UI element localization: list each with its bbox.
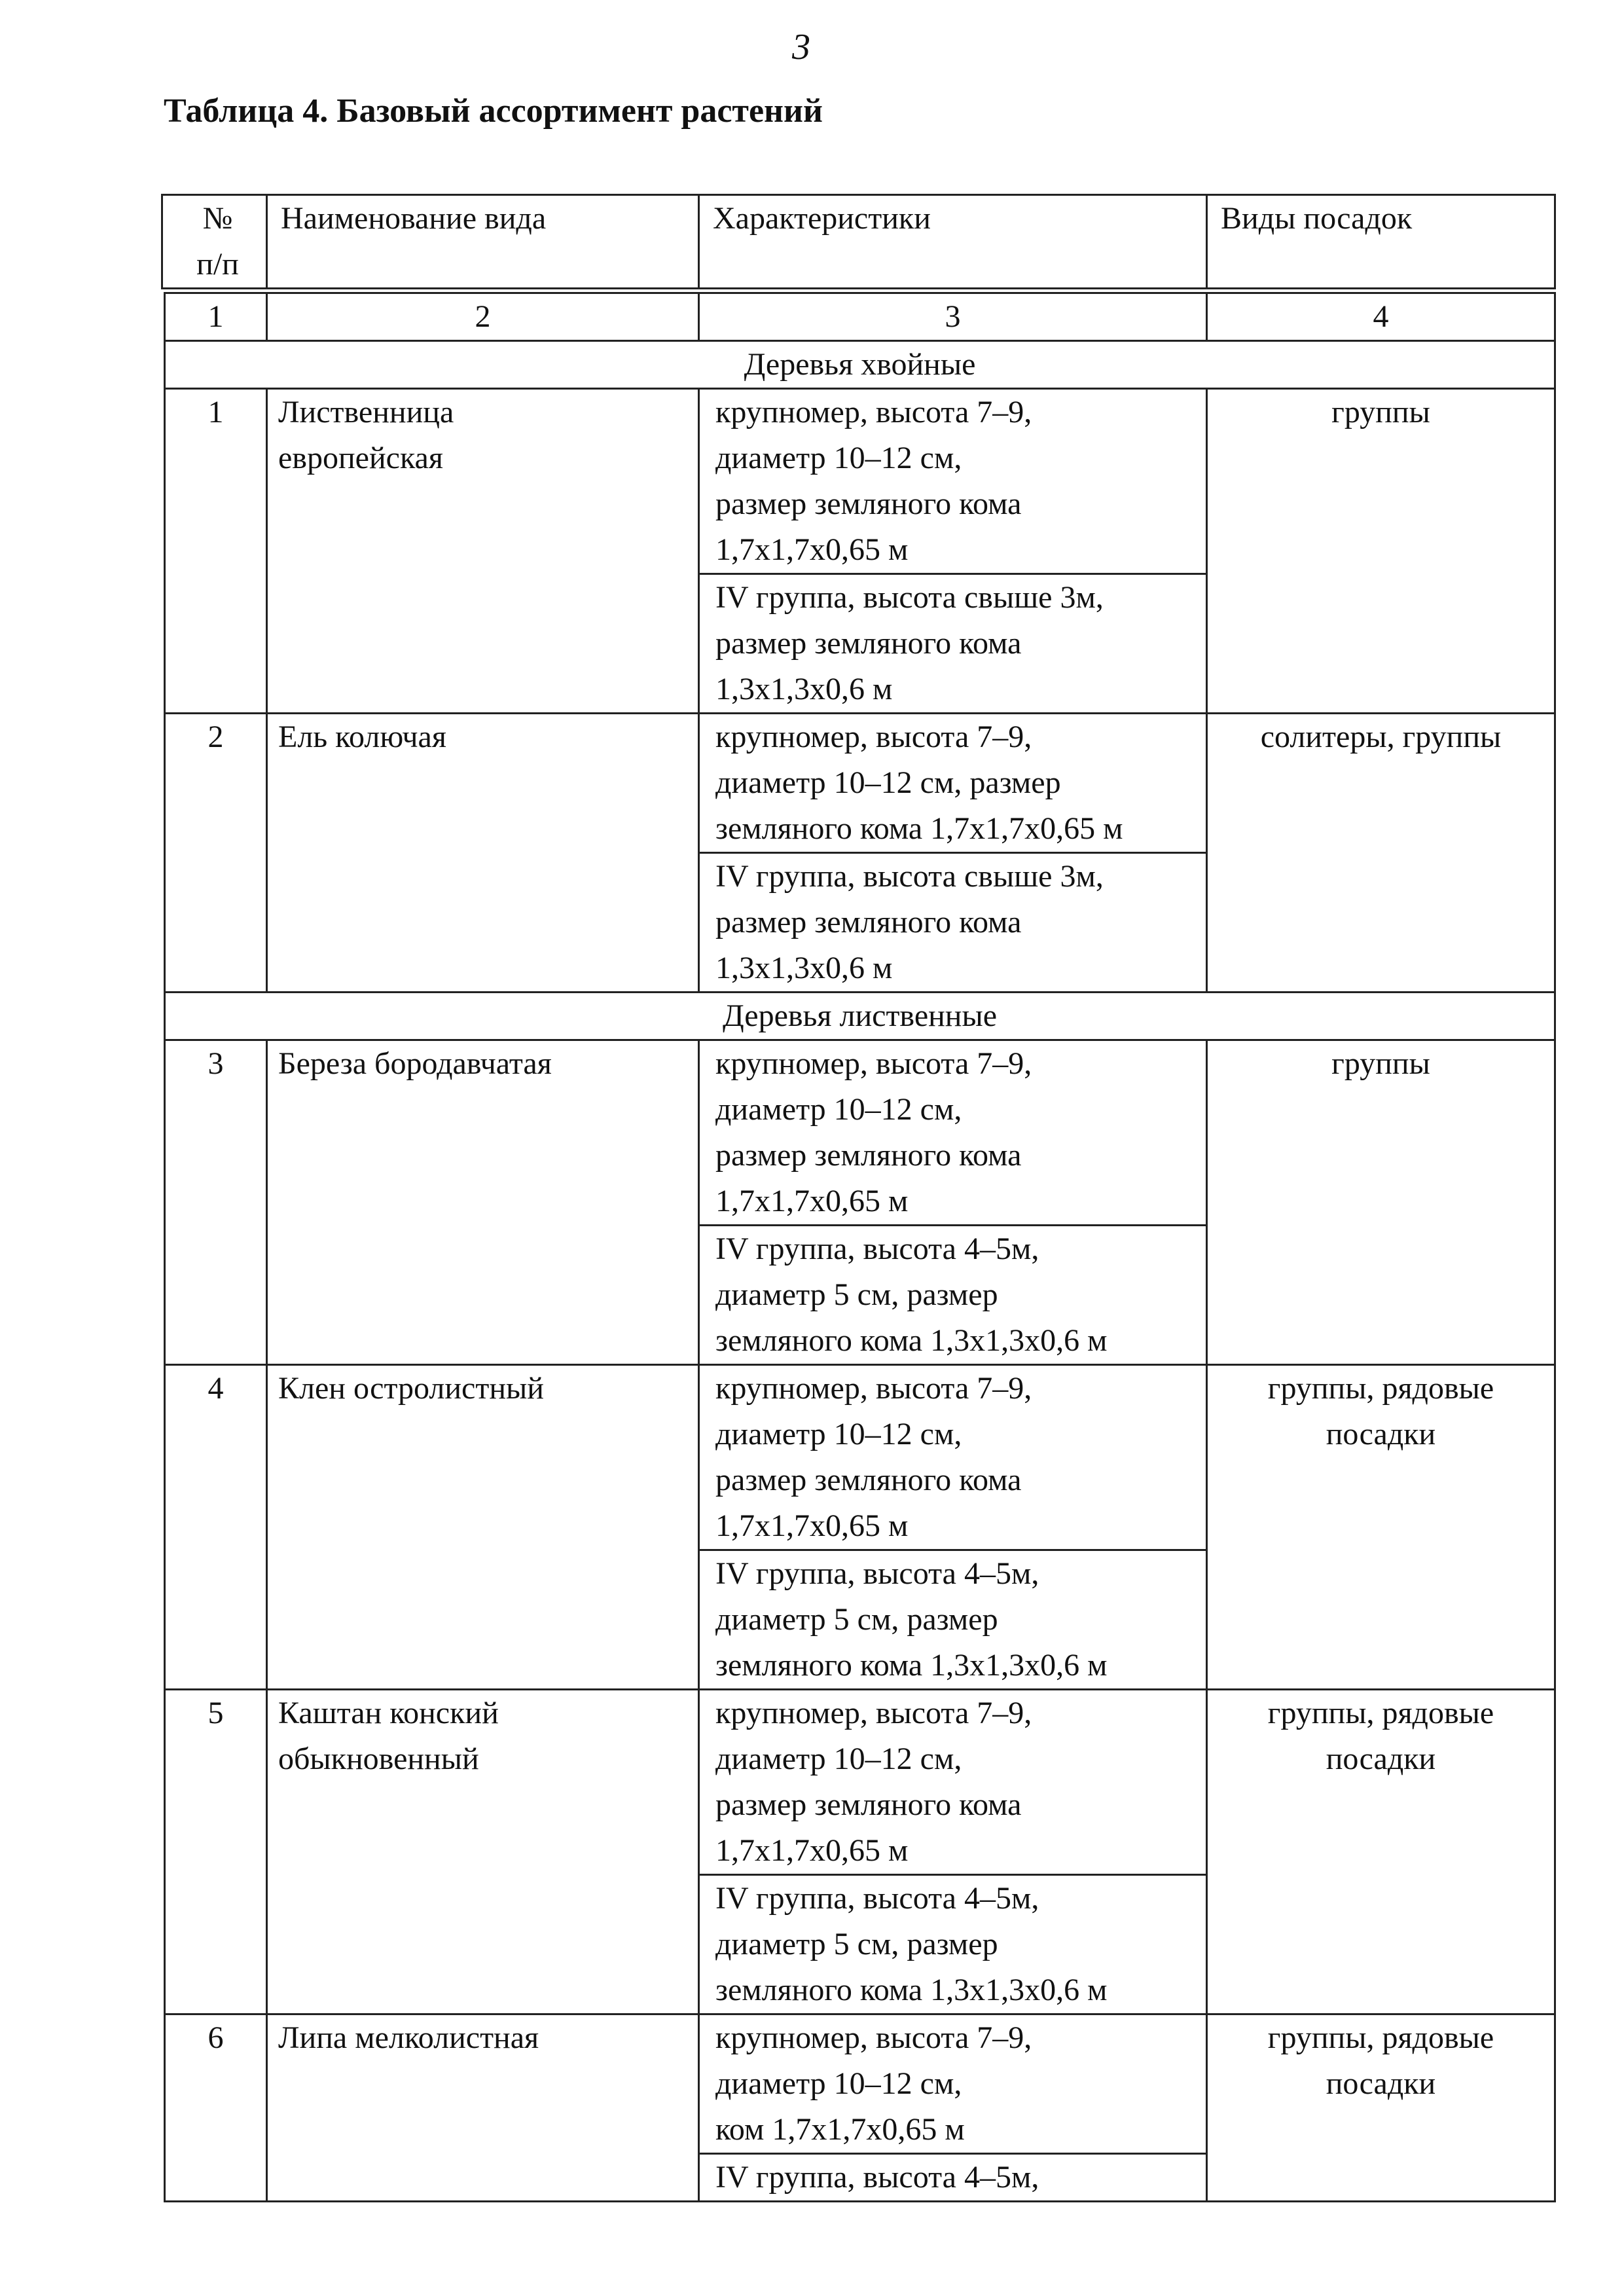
species-name-line: Ель колючая [278,720,446,754]
characteristics-line: земляного кома 1,7х1,7х0,65 м [715,811,1123,846]
planting-type [1207,714,1555,993]
header-num-label: № [202,201,233,236]
characteristics-line: 1,7х1,7х0,65 м [715,1508,909,1543]
section-row [165,993,1555,1040]
species-name-line: обыкновенный [278,1741,479,1776]
characteristics-cell [699,714,1207,853]
section-title: Деревья лиственные [165,993,1555,1040]
page-number: 3 [792,27,810,67]
section-row [165,341,1555,389]
characteristics-line: размер земляного кома [715,626,1022,661]
table-row [165,1040,1555,1226]
characteristics-line: 1,7х1,7х0,65 м [715,1833,909,1868]
characteristics-line: размер земляного кома [715,1787,1022,1822]
characteristics-line: диаметр 5 см, размер [715,1277,998,1312]
row-number: 6 [165,2014,267,2202]
row-number: 5 [165,1690,267,2014]
planting-type-line: посадки [1326,1417,1436,1451]
row-number: 2 [165,714,267,993]
section-title: Деревья хвойные [165,341,1555,389]
characteristics-line: IV группа, высота 4–5м, [715,2160,1039,2195]
characteristics-line: IV группа, высота свыше 3м, [715,859,1104,894]
table-header [161,194,1556,289]
characteristics-line: диаметр 10–12 см, [715,1092,962,1127]
table-row [165,2014,1555,2154]
characteristics-line: крупномер, высота 7–9, [715,720,1032,754]
characteristics-line: земляного кома 1,3х1,3х0,6 м [715,1973,1108,2007]
characteristics-line: 1,3х1,3х0,6 м [715,672,893,706]
species-name [267,1690,699,2014]
header-num-cell [162,195,267,289]
characteristics-line: 1,3х1,3х0,6 м [715,951,893,985]
characteristics-line: крупномер, высота 7–9, [715,1371,1032,1406]
characteristics-line: размер земляного кома [715,905,1022,939]
characteristics-line: земляного кома 1,3х1,3х0,6 м [715,1323,1108,1358]
characteristics-cell [699,1226,1207,1365]
planting-type-line: группы, рядовые [1267,2020,1494,2055]
planting-type-line: группы [1331,1046,1430,1081]
column-number: 2 [267,293,699,341]
characteristics-cell [699,1040,1207,1226]
table-row [165,389,1555,574]
planting-type-line: посадки [1326,1741,1436,1776]
planting-type-line: группы [1331,395,1430,429]
characteristics-line: диаметр 10–12 см, [715,441,962,475]
header-type-cell: Виды посадок [1207,195,1555,289]
table-row [165,1690,1555,1875]
characteristics-line: диаметр 5 см, размер [715,1927,998,1961]
characteristics-line: крупномер, высота 7–9, [715,1046,1032,1081]
column-number: 3 [699,293,1207,341]
row-number: 3 [165,1040,267,1365]
characteristics-cell [699,1365,1207,1550]
characteristics-line: крупномер, высота 7–9, [715,2020,1032,2055]
characteristics-line: диаметр 5 см, размер [715,1602,998,1637]
header-num-sublabel: п/п [196,247,239,282]
planting-type [1207,389,1555,714]
column-numbers-row [165,293,1555,341]
column-number: 4 [1207,293,1555,341]
characteristics-line: IV группа, высота 4–5м, [715,1231,1039,1266]
characteristics-line: крупномер, высота 7–9, [715,395,1032,429]
characteristics-cell [699,2014,1207,2154]
characteristics-cell [699,574,1207,714]
species-name [267,389,699,714]
species-name-line: Лиственница [278,395,454,429]
planting-type [1207,1365,1555,1690]
plants-table [164,292,1556,2202]
header-name-cell: Наименование вида [267,195,699,289]
characteristics-cell [699,853,1207,993]
row-number: 4 [165,1365,267,1690]
characteristics-line: диаметр 10–12 см, [715,2066,962,2101]
characteristics-cell [699,1875,1207,2014]
characteristics-line: IV группа, высота 4–5м, [715,1556,1039,1591]
planting-type-line: посадки [1326,2066,1436,2101]
characteristics-line: IV группа, высота 4–5м, [715,1881,1039,1916]
header-char-cell: Характеристики [699,195,1207,289]
species-name-line: европейская [278,441,443,475]
species-name [267,1365,699,1690]
characteristics-line: размер земляного кома [715,1463,1022,1497]
species-name-line: Каштан конский [278,1696,499,1730]
characteristics-line: диаметр 10–12 см, размер [715,765,1061,800]
characteristics-line: диаметр 10–12 см, [715,1417,962,1451]
species-name-line: Береза бородавчатая [278,1046,552,1081]
planting-type-line: солитеры, группы [1260,720,1502,754]
characteristics-line: ком 1,7х1,7х0,65 м [715,2112,965,2147]
column-number: 1 [165,293,267,341]
characteristics-cell [699,2154,1207,2202]
row-number: 1 [165,389,267,714]
species-name [267,714,699,993]
species-name [267,2014,699,2202]
species-name-line: Липа мелколистная [278,2020,539,2055]
characteristics-line: крупномер, высота 7–9, [715,1696,1032,1730]
characteristics-line: диаметр 10–12 см, [715,1741,962,1776]
planting-type [1207,1040,1555,1365]
table-row [165,714,1555,853]
characteristics-cell [699,1690,1207,1875]
table-title: Таблица 4. Базовый ассортимент растений [164,92,823,130]
characteristics-line: 1,7х1,7х0,65 м [715,532,909,567]
planting-type [1207,2014,1555,2202]
species-name-line: Клен остролистный [278,1371,544,1406]
species-name [267,1040,699,1365]
characteristics-line: размер земляного кома [715,486,1022,521]
table-row [165,1365,1555,1550]
characteristics-line: 1,7х1,7х0,65 м [715,1184,909,1218]
characteristics-line: IV группа, высота свыше 3м, [715,580,1104,615]
planting-type-line: группы, рядовые [1267,1371,1494,1406]
characteristics-line: размер земляного кома [715,1138,1022,1173]
characteristics-cell [699,389,1207,574]
characteristics-cell [699,1550,1207,1690]
planting-type [1207,1690,1555,2014]
characteristics-line: земляного кома 1,3х1,3х0,6 м [715,1648,1108,1683]
planting-type-line: группы, рядовые [1267,1696,1494,1730]
